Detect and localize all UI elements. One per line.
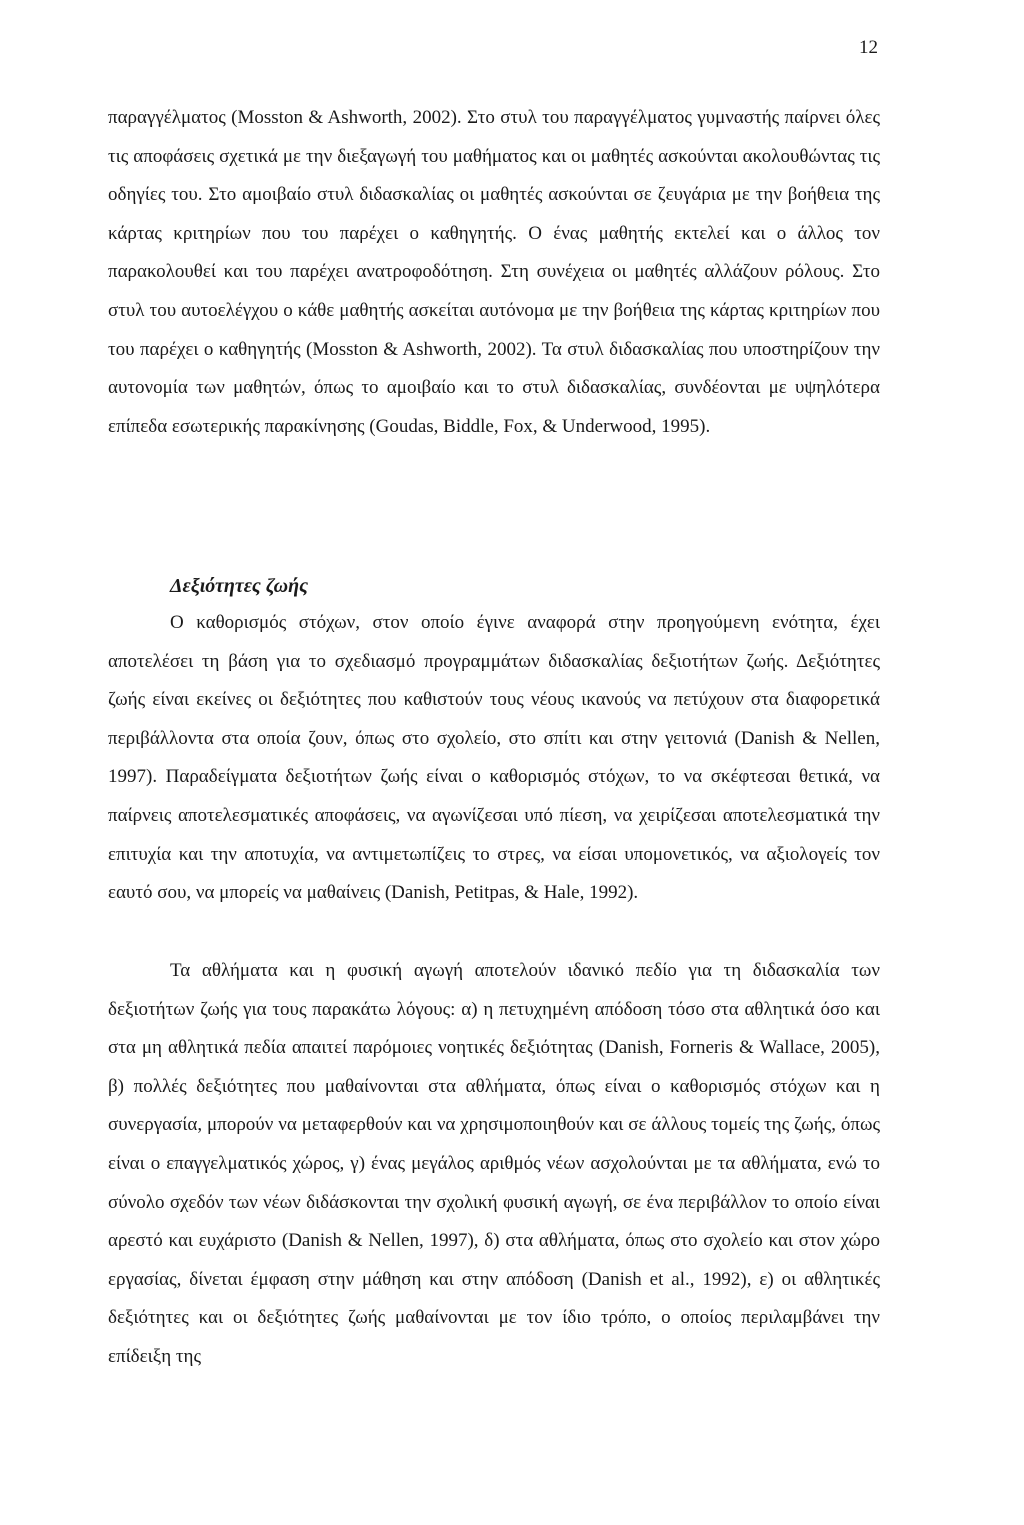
page-number: 12 bbox=[859, 37, 878, 58]
paragraph-life-skills-definition bbox=[108, 604, 880, 913]
paragraph-teaching-styles bbox=[108, 99, 880, 446]
paragraph-text: παραγγέλματος (Mosston & Ashworth, 2002). Στο στυλ του παραγγέλματος γυμναστής παίρνει όλες τις αποφάσεις σχετικά με την διεξαγωγή του μαθήματος και οι μαθητές ασκούνται ακολουθώντας τις οδηγίες του. Στο αμοιβαίο στυλ διδασκαλίας οι μαθητές ασκούνται σε ζευγάρια με την βοήθεια της κάρτας κριτηρίων που του παρέχει ο καθηγητής. Ο ένας μαθητής εκτελεί και ο άλλος τον παρακολουθεί και του παρέχει ανατροφοδότηση. Στη συνέχεια οι μαθητές αλλάζουν ρόλους. Στο στυλ του αυτοελέγχου ο κάθε μαθητής ασκείται αυτόνομα με την βοήθεια της κάρτας κριτηρίων που του παρέχει ο καθηγητής (Mosston & Ashworth, 2002). Τα στυλ διδασκαλίας που υποστηρίζουν την αυτονομία των μαθητών, όπως το αμοιβαίο και το στυλ διδασκαλίας, συνδέονται με υψηλότερα επίπεδα εσωτερικής παρακίνησης (Goudas, Biddle, Fox, & Underwood, 1995). bbox=[108, 107, 880, 437]
section-heading: Δεξιότητες ζωής bbox=[170, 575, 309, 597]
paragraph-text: Τα αθλήματα και η φυσική αγωγή αποτελούν ιδανικό πεδίο για τη διδασκαλία των δεξιοτήτων ζωής για τους παρακάτω λόγους: α) η πετυχημένη απόδοση τόσο στα αθλητικά όσο και στα μη αθλητικά πεδία απαιτεί παρόμοιες νοητικές δεξιότητας (Danish, Forneris & Wallace, 2005), β) πολλές δεξιότητες που μαθαίνονται στα αθλήματα, όπως είναι ο καθορισμός στόχων και η συνεργασία, μπορούν να μεταφερθούν και να χρησιμοποιηθούν και σε άλλους τομείς της ζωής, όπως είναι ο επαγγελματικός χώρος, γ) ένας μεγάλος αριθμός νέων ασχολούνται με τα αθλήματα, ενώ το σύνολο σχεδόν των νέων διδάσκονται την σχολική φυσική αγωγή, σε ένα περιβάλλον το οποίο είναι αρεστό και ευχάριστο (Danish & Nellen, 1997), δ) στα αθλήματα, όπως στο σχολείο και στον χώρο εργασίας, δίνεται έμφαση στην μάθηση και στην απόδοση (Danish et al., 1992), ε) οι αθλητικές δεξιότητες και οι δεξιότητες ζωής μαθαίνονται με τον ίδιο τρόπο, ο οποίος περιλαμβάνει την επίδειξη της bbox=[108, 960, 880, 1367]
paragraph-text: Ο καθορισμός στόχων, στον οποίο έγινε αναφορά στην προηγούμενη ενότητα, έχει αποτελέσει τη βάση για το σχεδιασμό προγραμμάτων διδασκαλίας δεξιοτήτων ζωής. Δεξιότητες ζωής είναι εκείνες οι δεξιότητες που καθιστούν τους νέους ικανούς να πετύχουν στα διαφορετικά περιβάλλοντα στα οποία ζουν, όπως στο σχολείο, στο σπίτι και στην γειτονιά (Danish & Nellen, 1997). Παραδείγματα δεξιοτήτων ζωής είναι ο καθορισμός στόχων, το να σκέφτεσαι θετικά, να παίρνεις αποτελεσματικές αποφάσεις, να αγωνίζεσαι υπό πίεση, να χειρίζεσαι αποτελεσματικά την επιτυχία και την αποτυχία, να αντιμετωπίζεις το στρες, να είσαι υπομονετικός, να αξιολογείς τον εαυτό σου, να μπορείς να μαθαίνεις (Danish, Petitpas, & Hale, 1992). bbox=[108, 612, 880, 904]
paragraph-sports-reasons bbox=[108, 952, 880, 1377]
